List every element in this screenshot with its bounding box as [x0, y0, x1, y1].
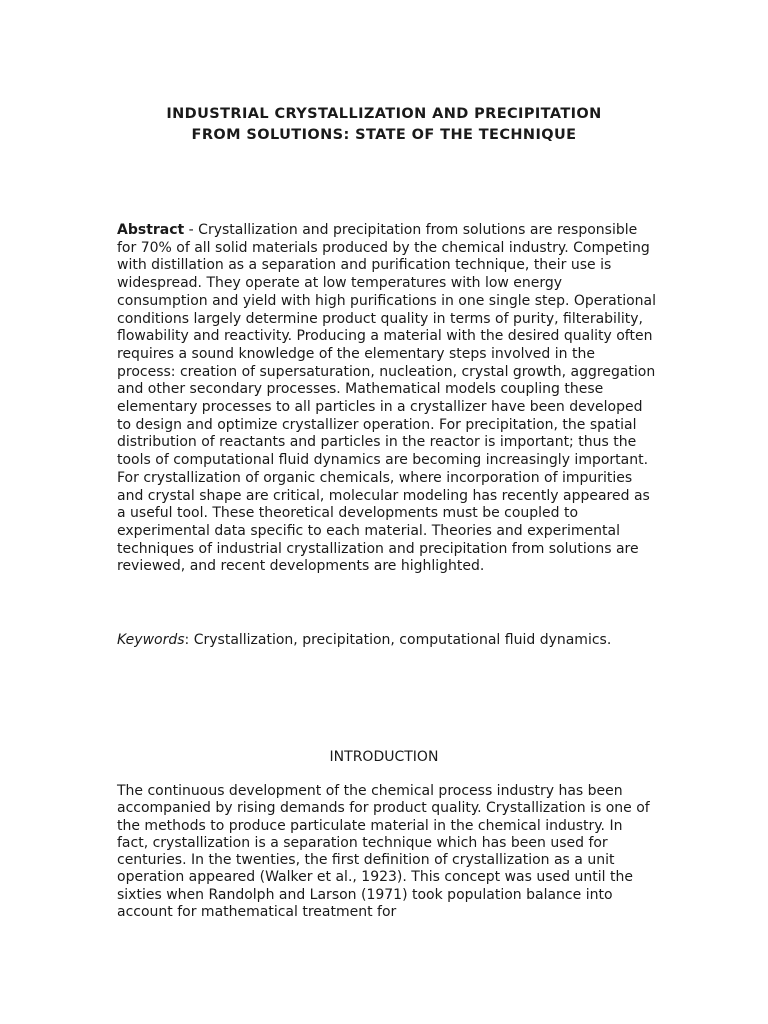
keywords-paragraph	[117, 632, 657, 650]
abstract-text: - Crystallization and precipitation from solutions are responsible for 70% of all solid materials produced by the chemical industry. Competing with distillation as a separation and purification technique, their use is widespread. They operate at low temperatures with low energy consumption and yield with high purifications in one single step. Operational conditions largely determine product quality in terms of purity, filterability, flowability and reactivity. Producing a material with the desired quality often requires a sound knowledge of the elementary steps involved in the process: creation of supersaturation, nucleation, crystal growth, aggregation and other secondary processes. Mathematical models coupling these elementary processes to all particles in a crystallizer have been developed to design and optimize crystallizer operation. For precipitation, the spatial distribution of reactants and particles in the reactor is important; thus the tools of computational fluid dynamics are becoming increasingly important. For crystallization of organic chemicals, where incorporation of impurities and crystal shape are critical, molecular modeling has recently appeared as a useful tool. These theoretical developments must be coupled to experimental data specific to each material. Theories and experimental techniques of industrial crystallization and precipitation from solutions are reviewed, and recent developments are highlighted.	[117, 222, 657, 575]
title-line-2: FROM SOLUTIONS: STATE OF THE TECHNIQUE	[191, 127, 577, 143]
keywords-text: : Crystallization, precipitation, computational fluid dynamics.	[184, 632, 612, 648]
title-line-1: INDUSTRIAL CRYSTALLIZATION AND PRECIPITATION	[166, 106, 602, 122]
section-heading: INTRODUCTION	[329, 749, 439, 765]
abstract-label: Abstract	[117, 222, 185, 238]
keywords-label: Keywords	[117, 632, 185, 648]
document-title	[80, 104, 688, 146]
abstract-paragraph	[117, 222, 657, 576]
intro-paragraph: The continuous development of the chemical process industry has been accompanied by rising demands for product quality. Crystallization is one of the methods to produce particulate material in the chemical industry. In fact, crystallization is a separation technique which has been used for centuries. In the twenties, the first definition of crystallization as a unit operation appeared (Walker et al., 1923). This concept was used until the sixties when Randolph and Larson (1971) took population balance into account for mathematical treatment for	[117, 783, 650, 921]
